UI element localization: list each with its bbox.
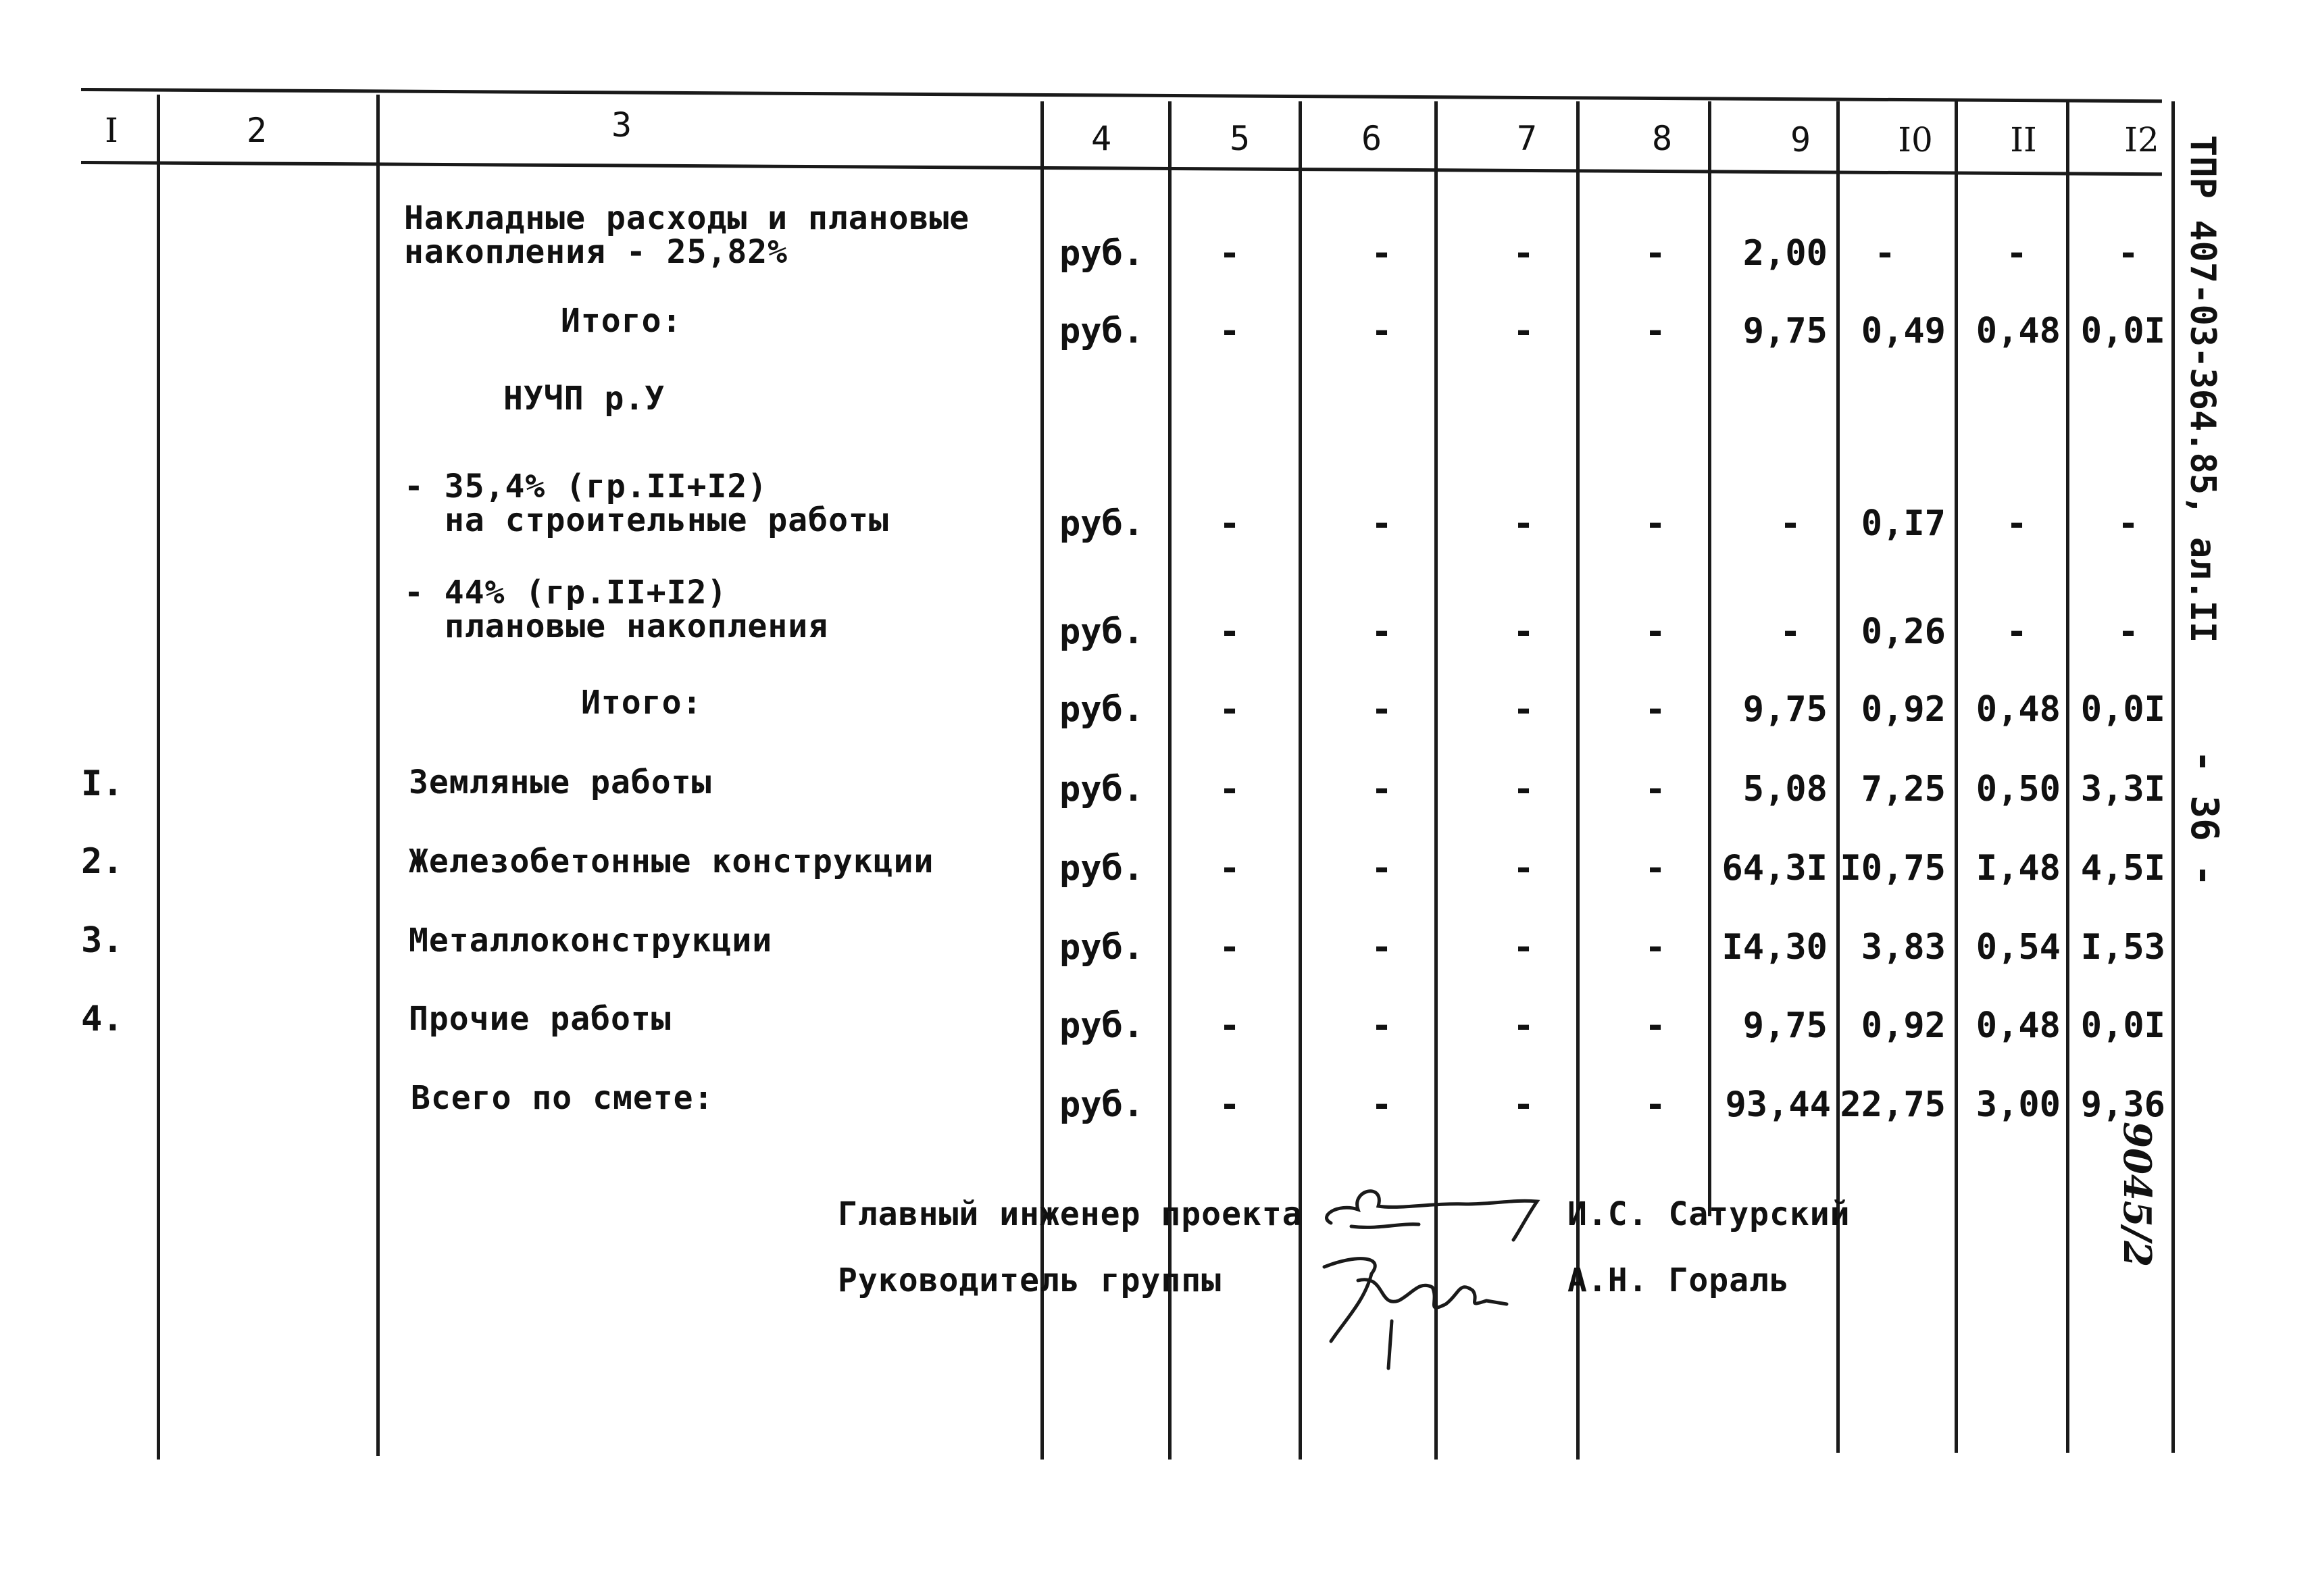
row-description: - 35,4% (гр.II+I2) на строительные работы (404, 468, 889, 540)
value-cell-col12: - (2117, 233, 2139, 274)
value-cell-col9: 2,00 (1742, 233, 1828, 274)
value-cell-col12: - (2117, 503, 2139, 544)
value-cell-col11: 0,48 (1976, 1005, 2061, 1046)
row-description: Железобетонные конструкции (409, 843, 934, 880)
unit-cell: руб. (1059, 503, 1145, 544)
value-cell-col9: - (1780, 612, 1801, 652)
value-cell-col5: - (1219, 612, 1240, 652)
value-cell-col8: - (1644, 612, 1666, 652)
value-cell-col10: 0,92 (1861, 689, 1946, 730)
row-number: 2. (81, 841, 124, 882)
row-number: 4. (81, 999, 124, 1039)
value-cell-col7: - (1513, 848, 1534, 889)
value-cell-col12: 3,3I (2080, 769, 2165, 809)
col-header-3: 3 (611, 105, 632, 145)
value-cell-col9: 93,44 (1725, 1084, 1831, 1125)
col-header-8: 8 (1651, 119, 1673, 158)
col-header-9: 9 (1790, 120, 1811, 159)
col-header-11: II (2010, 120, 2037, 159)
value-cell-col5: - (1219, 689, 1240, 730)
value-cell-col9: 64,3I (1721, 848, 1828, 889)
value-cell-col11: 0,50 (1976, 769, 2061, 809)
value-cell-col11: - (2006, 233, 2028, 274)
col-border-7 (1576, 101, 1580, 1460)
value-cell-col7: - (1513, 612, 1534, 652)
value-cell-col9: 9,75 (1742, 311, 1828, 351)
row-description: НУЧП р.У (503, 380, 665, 418)
value-cell-col11: 0,48 (1976, 311, 2061, 351)
value-cell-col9: - (1780, 503, 1801, 544)
value-cell-col11: - (2006, 503, 2028, 544)
value-cell-col8: - (1644, 1084, 1666, 1125)
row-description: Всего по смете: (411, 1079, 714, 1117)
value-cell-col12: 0,0I (2080, 311, 2165, 351)
value-cell-col6: - (1371, 233, 1392, 274)
value-cell-col12: 9,36 (2080, 1084, 2165, 1125)
value-cell-col5: - (1219, 1084, 1240, 1125)
value-cell-col7: - (1513, 503, 1534, 544)
value-cell-col11: - (2006, 612, 2028, 652)
col-border-4 (1168, 101, 1172, 1460)
value-cell-col6: - (1371, 311, 1392, 351)
col-border-2 (376, 95, 380, 1456)
value-cell-col6: - (1371, 927, 1392, 968)
unit-cell: руб. (1059, 927, 1145, 968)
value-cell-col12: 0,0I (2080, 689, 2165, 730)
value-cell-col8: - (1644, 689, 1666, 730)
row-description: Итого: (561, 302, 682, 340)
value-cell-col7: - (1513, 769, 1534, 809)
value-cell-col7: - (1513, 233, 1534, 274)
row-description: Металлоконструкции (409, 922, 773, 959)
value-cell-col8: - (1644, 503, 1666, 544)
col-border-12 (2171, 101, 2175, 1453)
row-description: Накладные расходы и плановые накопления - 25,82% (404, 199, 970, 272)
row-number: 3. (81, 920, 124, 961)
col-border-1 (157, 95, 160, 1460)
value-cell-col6: - (1371, 689, 1392, 730)
value-cell-col9: 5,08 (1742, 769, 1828, 809)
value-cell-col9: I4,30 (1721, 927, 1828, 968)
unit-cell: руб. (1059, 689, 1145, 730)
col-border-8 (1708, 101, 1711, 1216)
row-number: I. (81, 764, 124, 804)
col-header-10: I0 (1898, 120, 1933, 159)
signature-role-group-head: Руководитель группы (838, 1262, 1222, 1299)
value-cell-col6: - (1371, 769, 1392, 809)
unit-cell: руб. (1059, 612, 1145, 652)
value-cell-col6: - (1371, 1084, 1392, 1125)
col-header-4: 4 (1090, 119, 1112, 158)
value-cell-col8: - (1644, 1005, 1666, 1046)
value-cell-col10: 7,25 (1861, 769, 1946, 809)
header-top-rule (81, 88, 2162, 103)
value-cell-col8: - (1644, 233, 1666, 274)
value-cell-col8: - (1644, 311, 1666, 351)
value-cell-col7: - (1513, 311, 1534, 351)
value-cell-col5: - (1219, 848, 1240, 889)
page-number: - 36 - (2182, 750, 2226, 887)
document-code: ТПР 407-03-364.85, ал.II (2182, 135, 2223, 643)
value-cell-col5: - (1219, 927, 1240, 968)
handwritten-signature-1 (1311, 1176, 1567, 1250)
value-cell-col5: - (1219, 503, 1240, 544)
value-cell-col10: 0,92 (1861, 1005, 1946, 1046)
signature-role-chief-engineer: Главный инженер проекта (838, 1195, 1303, 1233)
value-cell-col10: 22,75 (1840, 1084, 1946, 1125)
value-cell-col9: 9,75 (1742, 1005, 1828, 1046)
archive-number: 9045/2 (2115, 1122, 2159, 1268)
row-description: - 44% (гр.II+I2) плановые накопления (404, 574, 829, 646)
value-cell-col6: - (1371, 503, 1392, 544)
row-description: Итого: (581, 684, 703, 722)
value-cell-col10: 0,49 (1861, 311, 1946, 351)
value-cell-col11: 0,48 (1976, 689, 2061, 730)
value-cell-col10: 0,I7 (1861, 503, 1946, 544)
unit-cell: руб. (1059, 769, 1145, 809)
value-cell-col6: - (1371, 612, 1392, 652)
col-border-10 (1955, 101, 1958, 1453)
value-cell-col5: - (1219, 311, 1240, 351)
col-header-7: 7 (1516, 119, 1538, 158)
value-cell-col11: 0,54 (1976, 927, 2061, 968)
value-cell-col11: 3,00 (1976, 1084, 2061, 1125)
value-cell-col7: - (1513, 1005, 1534, 1046)
value-cell-col8: - (1644, 769, 1666, 809)
col-header-2: 2 (246, 111, 268, 150)
value-cell-col5: - (1219, 1005, 1240, 1046)
value-cell-col10: - (1874, 233, 1896, 274)
value-cell-col9: 9,75 (1742, 689, 1828, 730)
value-cell-col12: - (2117, 612, 2139, 652)
value-cell-col7: - (1513, 1084, 1534, 1125)
value-cell-col6: - (1371, 1005, 1392, 1046)
col-header-5: 5 (1229, 119, 1251, 158)
col-border-5 (1299, 101, 1302, 1460)
value-cell-col7: - (1513, 927, 1534, 968)
value-cell-col6: - (1371, 848, 1392, 889)
col-border-3 (1040, 101, 1044, 1460)
signature-name-chief-engineer: И.С. Сатурский (1567, 1195, 1851, 1233)
unit-cell: руб. (1059, 848, 1145, 889)
value-cell-col5: - (1219, 233, 1240, 274)
value-cell-col8: - (1644, 927, 1666, 968)
value-cell-col12: 0,0I (2080, 1005, 2165, 1046)
col-header-12: I2 (2124, 120, 2159, 159)
handwritten-signature-2 (1304, 1240, 1547, 1375)
header-bottom-rule (81, 161, 2162, 176)
unit-cell: руб. (1059, 1084, 1145, 1125)
value-cell-col10: 3,83 (1861, 927, 1946, 968)
col-border-9 (1836, 101, 1840, 1453)
unit-cell: руб. (1059, 311, 1145, 351)
value-cell-col11: I,48 (1976, 848, 2061, 889)
col-border-11 (2066, 101, 2069, 1453)
row-description: Земляные работы (409, 764, 712, 801)
unit-cell: руб. (1059, 233, 1145, 274)
value-cell-col8: - (1644, 848, 1666, 889)
value-cell-col10: I0,75 (1840, 848, 1946, 889)
signature-name-group-head: А.Н. Гораль (1567, 1262, 1790, 1299)
value-cell-col10: 0,26 (1861, 612, 1946, 652)
col-header-1: I (105, 111, 118, 150)
unit-cell: руб. (1059, 1005, 1145, 1046)
value-cell-col12: I,53 (2080, 927, 2165, 968)
col-header-6: 6 (1361, 119, 1382, 158)
row-description: Прочие работы (409, 1000, 672, 1038)
value-cell-col7: - (1513, 689, 1534, 730)
value-cell-col12: 4,5I (2080, 848, 2165, 889)
value-cell-col5: - (1219, 769, 1240, 809)
